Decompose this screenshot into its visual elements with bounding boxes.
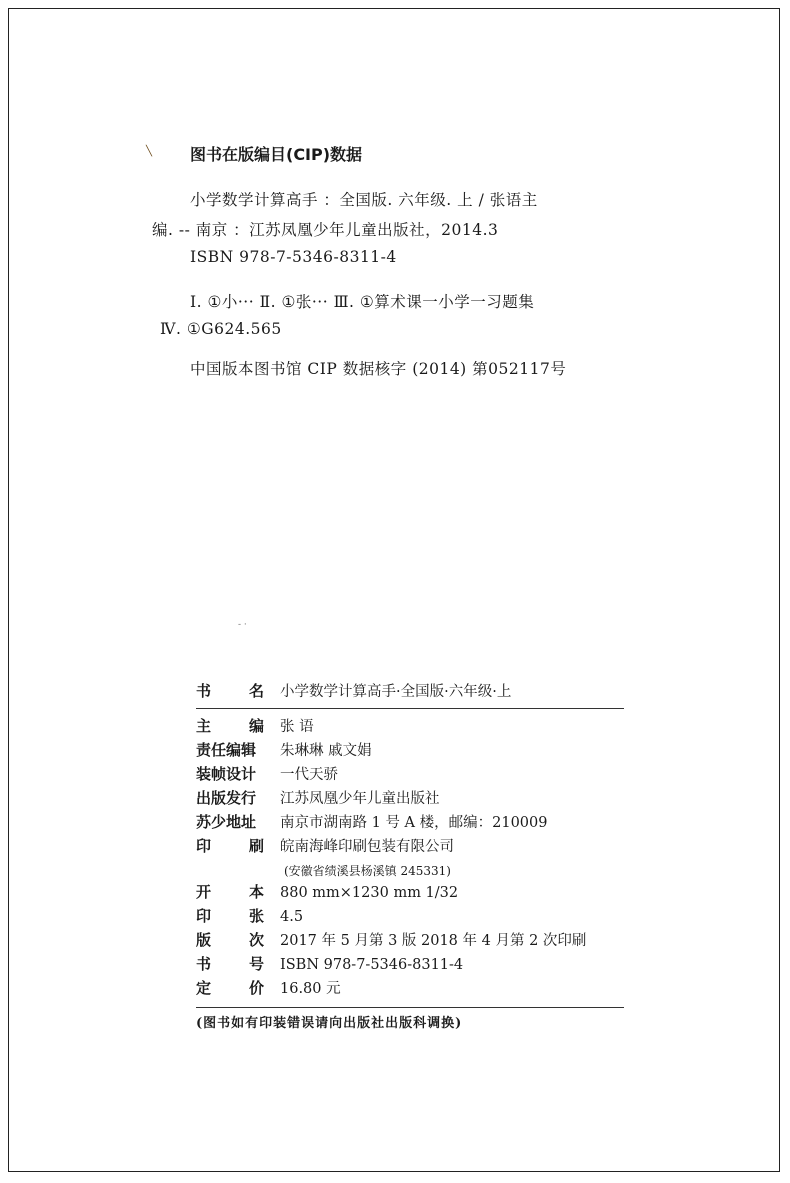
cip-isbn: ISBN 978-7-5346-8311-4 bbox=[190, 248, 397, 266]
replacement-note: (图书如有印装错误请向出版社出版科调换) bbox=[196, 1016, 463, 1031]
cip-line-1: 小学数学计算高手 ：全国版. 六年级. 上 / 张语主 bbox=[190, 191, 538, 209]
publisher-label: 出版发行 bbox=[196, 789, 257, 807]
label-char: 编 bbox=[248, 717, 264, 735]
design-label: 装帧设计 bbox=[196, 765, 257, 783]
row-price bbox=[196, 977, 624, 1001]
scan-speck: - · bbox=[238, 620, 247, 630]
label-char: 张 bbox=[248, 907, 264, 925]
printer-address: (安徽省绩溪县杨溪镇 245331) bbox=[284, 863, 451, 878]
row-printer bbox=[196, 835, 624, 859]
label-char: 号 bbox=[248, 955, 264, 973]
cip-record-number: 中国版本图书馆 CIP 数据核字 (2014) 第052117号 bbox=[190, 360, 567, 378]
price-value: 16.80 元 bbox=[280, 981, 341, 997]
label-char: 印 bbox=[196, 837, 212, 855]
format-value: 880 mm×1230 mm 1/32 bbox=[280, 885, 459, 901]
isbn-value: ISBN 978-7-5346-8311-4 bbox=[280, 957, 464, 973]
ink-mark: ╲ bbox=[146, 146, 153, 157]
label-char: 本 bbox=[248, 883, 264, 901]
divider bbox=[196, 708, 624, 709]
label-char: 书 bbox=[196, 955, 212, 973]
cip-classification-2: Ⅳ. ①G624.565 bbox=[160, 320, 282, 338]
label-char: 刷 bbox=[248, 837, 264, 855]
publisher-value: 江苏凤凰少年儿童出版社 bbox=[280, 791, 440, 807]
row-resp-editor bbox=[196, 739, 624, 763]
row-format bbox=[196, 881, 624, 905]
label-char: 开 bbox=[196, 883, 212, 901]
resp-editor-label: 责任编辑 bbox=[196, 741, 257, 759]
divider bbox=[196, 1007, 624, 1008]
row-sheets bbox=[196, 905, 624, 929]
label-char: 名 bbox=[248, 682, 264, 700]
design-value: 一代天骄 bbox=[280, 767, 338, 783]
editor-value: 张 语 bbox=[280, 719, 314, 735]
address-label: 苏少地址 bbox=[196, 813, 257, 831]
address-value: 南京市湖南路 1 号 A 楼，邮编：210009 bbox=[280, 815, 548, 831]
cip-title: 图书在版编目(CIP)数据 bbox=[190, 145, 363, 164]
label-char: 书 bbox=[196, 682, 212, 700]
label-char: 印 bbox=[196, 907, 212, 925]
printer-value: 皖南海峰印刷包装有限公司 bbox=[280, 839, 454, 855]
edition-value: 2017 年 5 月第 3 版 2018 年 4 月第 2 次印刷 bbox=[280, 933, 587, 949]
label-char: 价 bbox=[248, 979, 264, 997]
row-book-name bbox=[196, 680, 624, 704]
row-publisher bbox=[196, 787, 624, 811]
label-char: 次 bbox=[248, 931, 264, 949]
row-isbn bbox=[196, 953, 624, 977]
label-char: 定 bbox=[196, 979, 212, 997]
cip-line-2: 编. -- 南京 ：江苏凤凰少年儿童出版社，2014.3 bbox=[152, 221, 499, 239]
row-address bbox=[196, 811, 624, 835]
row-edition bbox=[196, 929, 624, 953]
label-char: 版 bbox=[196, 931, 212, 949]
sheets-value: 4.5 bbox=[280, 909, 304, 925]
resp-editor-value: 朱琳琳 戚文娟 bbox=[280, 743, 372, 759]
book-name-value: 小学数学计算高手·全国版·六年级·上 bbox=[280, 684, 512, 700]
colophon-table bbox=[196, 680, 624, 1031]
label-char: 主 bbox=[196, 717, 212, 735]
row-editor bbox=[196, 715, 624, 739]
row-design bbox=[196, 763, 624, 787]
cip-classification-1: Ⅰ. ①小··· Ⅱ. ①张··· Ⅲ. ①算术课一小学一习题集 bbox=[190, 293, 535, 311]
